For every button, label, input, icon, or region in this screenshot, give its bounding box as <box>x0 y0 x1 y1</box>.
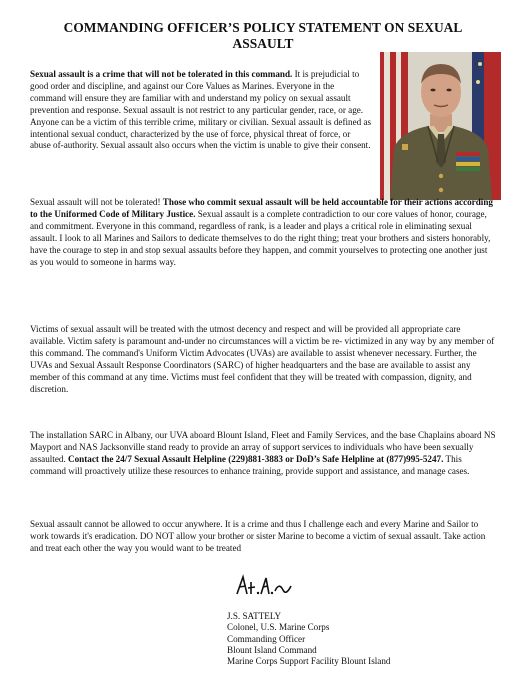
paragraph1-text: It is prejudicial to good order and discipline, and against our Core Values as Marines. Everyone in the command will ensure they are familiar with and understand my policy on sexual assault prevention and response. Sexual assault is not restrict to any particular gender, race, or age. Anyone can be a victim of this terrible crime, military or civilian. Sexual assault is defined as intentional sexual conduct, characterized by the use of force, physical threat of force, or abuse of-authority. Sexual assault also occurs when the victim is unable to give their consent. <box>30 69 372 151</box>
paragraph-support-resources <box>30 430 496 478</box>
commanding-officer-photo <box>380 52 501 200</box>
paragraph3-text: Victims of sexual assault will be treated with the utmost decency and respect and will be provided all appropriate care available. Victim safety is paramount and-under no circumstances will a victim be re- victimized in any way by any member of this command. The command's Uniform Victim Advocates (UVAs) are available to assist whenever necessary. Further, the UVAs and Sexual Assault Response Coordinators (SARC) of higher headquarters and the base are available to assist any member of this command at any time. Victims must feel confident that they will be treated with compassion, dignity, and discretion. <box>30 324 495 394</box>
paragraph-crime-not-tolerated <box>30 69 372 152</box>
handwritten-signature <box>233 574 293 598</box>
signer-facility: Marine Corps Support Facility Blount Island <box>227 656 391 667</box>
paragraph2-bold: Those who commit sexual assault will be held accountable for their actions according to the Uniformed Code of Military Justice. <box>30 197 493 219</box>
paragraph2-lead: Sexual assault will not be tolerated! <box>30 197 163 207</box>
paragraph-accountability <box>30 197 496 268</box>
paragraph1-lead: Sexual assault is a crime that will not be tolerated in this command. <box>30 69 293 79</box>
paragraph4-text: The installation SARC in Albany, our UVA aboard Blount Island, Fleet and Family Services, and the base Chaplains aboard NS Mayport and NAS Jacksonville stand ready to provide an array of support services to individuals who have been sexually assaulted. <box>30 430 496 464</box>
signer-rank: Colonel, U.S. Marine Corps <box>227 622 330 633</box>
paragraph-call-to-action <box>30 519 496 555</box>
paragraph5-text: Sexual assault cannot be allowed to occur anywhere. It is a crime and thus I challenge each and every Marine and Sailor to work towards it's eradication. DO NOT allow your brother or sister Marine to become a victim of sexual assault. Take action and treat each other the way you would want to be treated <box>30 519 486 553</box>
signer-position: Commanding Officer <box>227 633 306 644</box>
paragraph2-text: Sexual assault is a complete contradiction to our core values of honor, courage, and commitment. Everyone in this command, regardless of rank, is a leader and plays a critical role in eliminating sexual assault. I look to all Marines and Sailors to dedicate themselves to do the right thing; treat your brothers and sisters honorably, have the courage to step in and stop sexual assaults before they happen, and commit yourselves to protecting one another just as you would to someone in harms way. <box>30 208 491 267</box>
signer-unit: Blount Island Command <box>227 644 317 655</box>
signer-name: J.S. SATTELY <box>227 611 282 621</box>
paragraph-victim-care <box>30 324 496 395</box>
signature-block <box>227 611 507 667</box>
helpline-contact: Contact the 24/7 Sexual Assault Helpline (229)881-3883 or DoD’s Safe Helpline at (877)995-5247. <box>68 453 444 464</box>
paragraph4-tail: This command will proactively utilize these resources to enhance training, provide support and assistance, and manage cases. <box>30 453 470 476</box>
document-title: COMMANDING OFFICER’S POLICY STATEMENT ON SEXUAL ASSAULT <box>63 20 463 51</box>
